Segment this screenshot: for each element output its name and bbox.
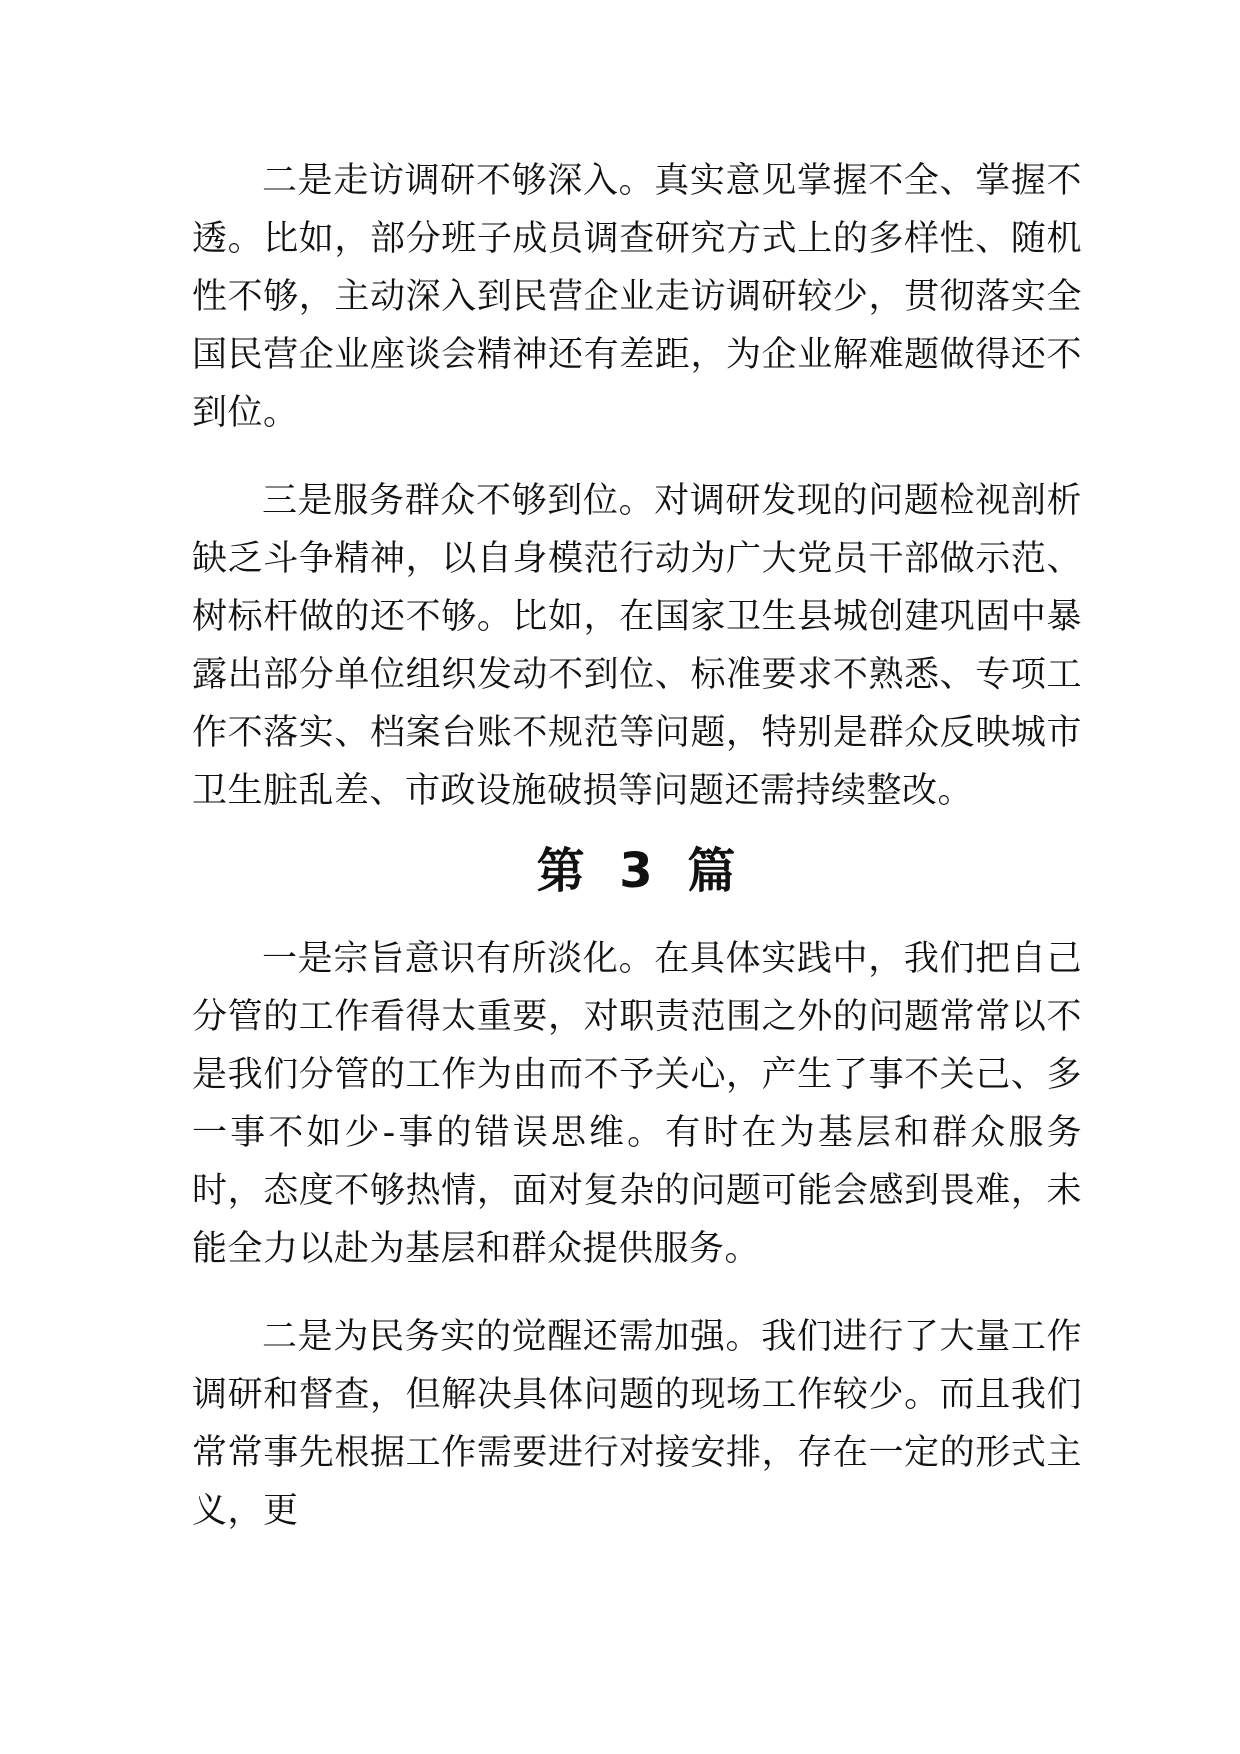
paragraph-pragmatic-awareness: 二是为民务实的觉醒还需加强。我们进行了大量工作调研和督查，但解决具体问题的现场工作较少。而且我们常常事先根据工作需要进行对接安排，存在一定的形式主义，更 (192, 1317, 1082, 1531)
section-heading: 第 3 篇 (536, 843, 738, 899)
paragraph-spacer (192, 1278, 1082, 1308)
paragraph-survey-research: 二是走访调研不够深入。真实意见掌握不全、掌握不透。比如，部分班子成员调查研究方式上的多样性、随机性不够，主动深入到民营企业走访调研较少，贯彻落实全国民营企业座谈会精神还有差距，为企业解难题做得还不到位。 (192, 161, 1082, 433)
document-body (192, 152, 1082, 1540)
paragraph-spacer (192, 442, 1082, 472)
paragraph-purpose-awareness: 一是宗旨意识有所淡化。在具体实践中，我们把自己分管的工作看得太重要，对职责范围之外的问题常常以不是我们分管的工作为由而不予关心，产生了事不关己、多一事不如少-事的错误思维。有时在为基层和群众服务时，态度不够热情，面对复杂的问题可能会感到畏难，未能全力以赴为基层和群众提供服务。 (192, 939, 1082, 1269)
paragraph-serving-masses: 三是服务群众不够到位。对调研发现的问题检视剖析缺乏斗争精神，以自身模范行动为广大党员干部做示范、树标杆做的还不够。比如，在国家卫生县城创建巩固中暴露出部分单位组织发动不到位、标准要求不熟悉、专项工作不落实、档案台账不规范等问题，特别是群众反映城市卫生脏乱差、市政设施破损等问题还需持续整改。 (192, 481, 1082, 811)
